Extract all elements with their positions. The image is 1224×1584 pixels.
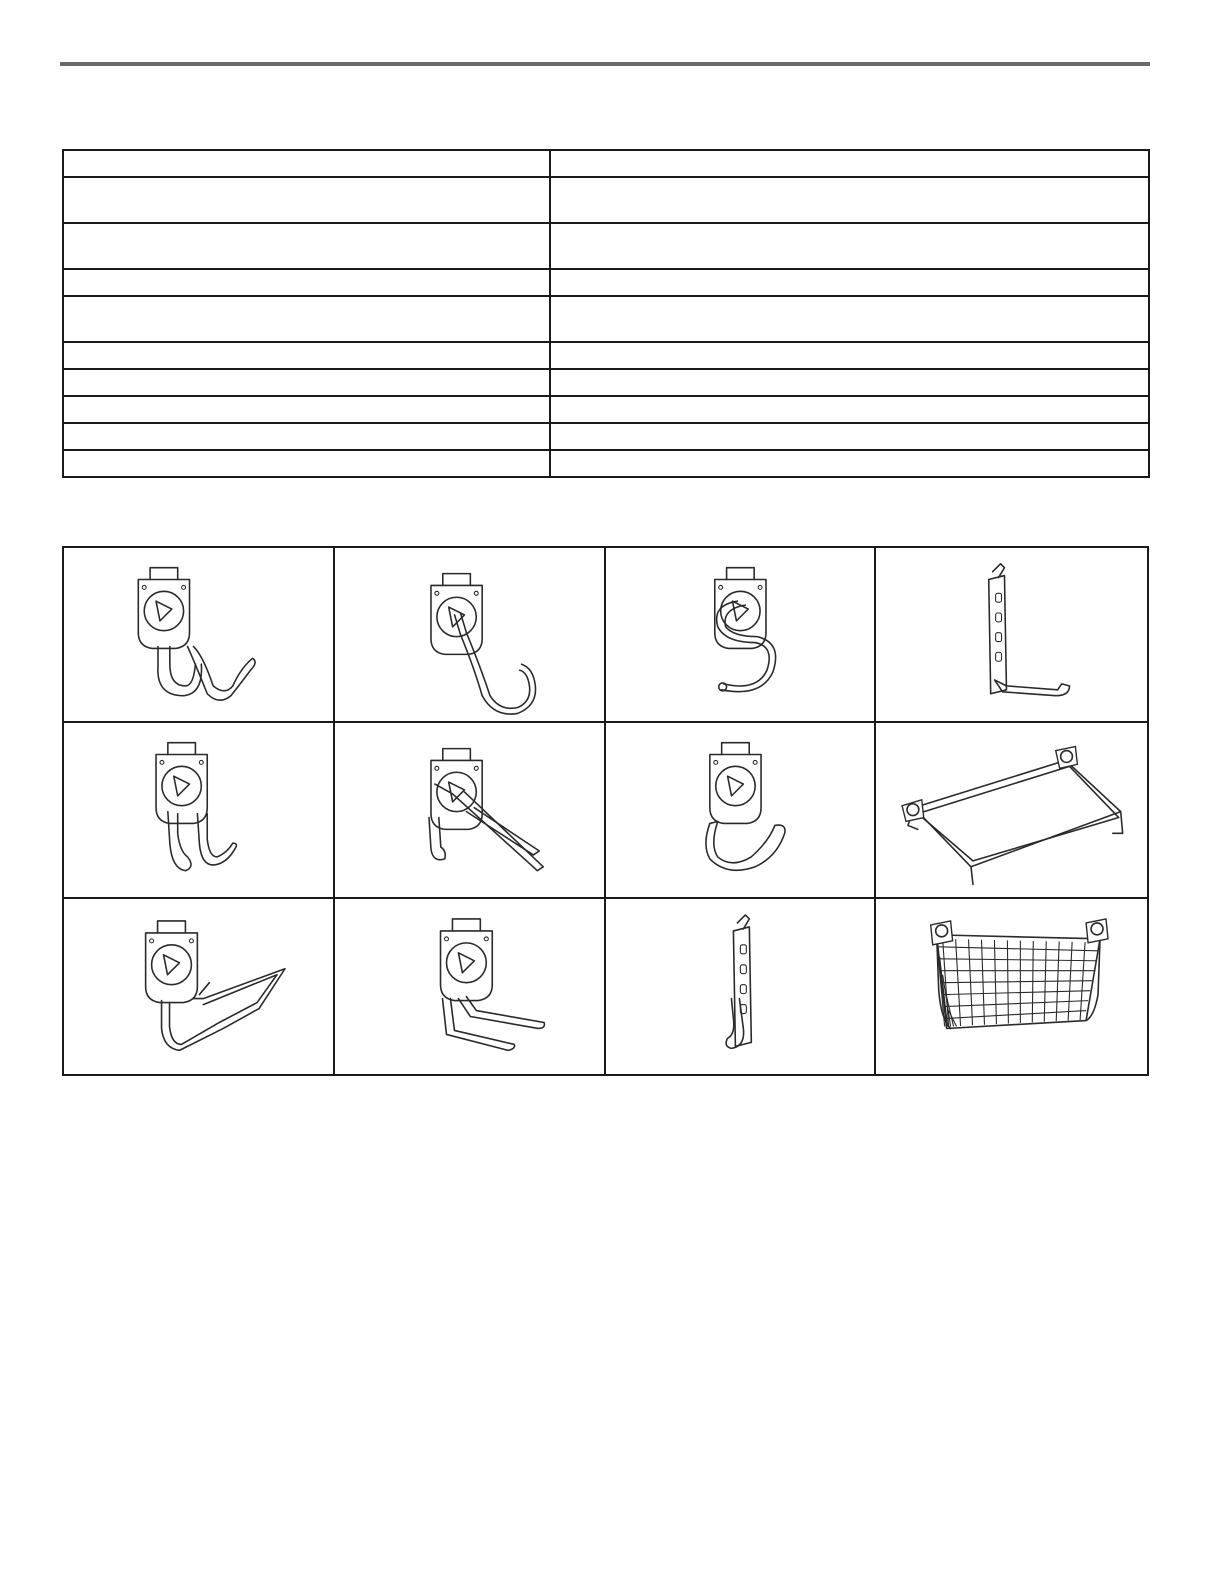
bike-hook-icon (335, 548, 604, 721)
spec-cell-value (550, 342, 1149, 369)
spec-cell-name (63, 269, 550, 296)
illustration-cell (876, 899, 1147, 1074)
illustration-cell (335, 548, 606, 723)
spec-cell-value (550, 269, 1149, 296)
spec-cell-name (63, 150, 550, 177)
illustration-cell (876, 723, 1147, 898)
spec-cell-name (63, 223, 550, 269)
spec-cell-name (63, 369, 550, 396)
spec-cell-value (550, 150, 1149, 177)
spec-cell-name (63, 396, 550, 423)
spec-row (63, 223, 1149, 269)
illustration-cell (606, 899, 877, 1074)
rail-l-hook-icon (876, 548, 1147, 721)
spec-row (63, 369, 1149, 396)
rail-j-hook-icon (606, 899, 875, 1074)
spec-row (63, 450, 1149, 477)
s-hook-icon (606, 548, 875, 721)
accessory-illustration-grid (62, 546, 1149, 1076)
wire-shelf-icon (876, 723, 1147, 896)
illustration-cell (64, 723, 335, 898)
spec-row (63, 342, 1149, 369)
header-rule (60, 62, 1150, 66)
spec-cell-name (63, 177, 550, 223)
illustration-cell (335, 899, 606, 1074)
spec-row (63, 269, 1149, 296)
spec-cell-name (63, 342, 550, 369)
spec-row (63, 396, 1149, 423)
straight-prong-hook-icon (335, 899, 604, 1074)
spec-cell-name (63, 296, 550, 342)
spec-cell-value (550, 296, 1149, 342)
illustration-cell (606, 548, 877, 723)
spec-cell-value (550, 177, 1149, 223)
illustration-cell (876, 548, 1147, 723)
illustration-cell (335, 723, 606, 898)
spec-table (62, 149, 1150, 478)
spec-cell-value (550, 423, 1149, 450)
large-u-hook-icon (606, 723, 875, 896)
double-prong-hook-icon (335, 723, 604, 896)
illustration-cell (606, 723, 877, 898)
spec-row (63, 423, 1149, 450)
spec-cell-name (63, 450, 550, 477)
illustration-cell (64, 899, 335, 1074)
spec-cell-value (550, 369, 1149, 396)
spec-row (63, 296, 1149, 342)
j-hook-icon (64, 548, 333, 721)
double-j-hook-icon (64, 723, 333, 896)
spec-cell-name (63, 423, 550, 450)
spec-row (63, 177, 1149, 223)
illustration-cell (64, 548, 335, 723)
wire-basket-icon (876, 899, 1147, 1074)
spec-cell-value (550, 223, 1149, 269)
spec-row (63, 150, 1149, 177)
triangle-hook-icon (64, 899, 333, 1074)
spec-cell-value (550, 396, 1149, 423)
spec-cell-value (550, 450, 1149, 477)
